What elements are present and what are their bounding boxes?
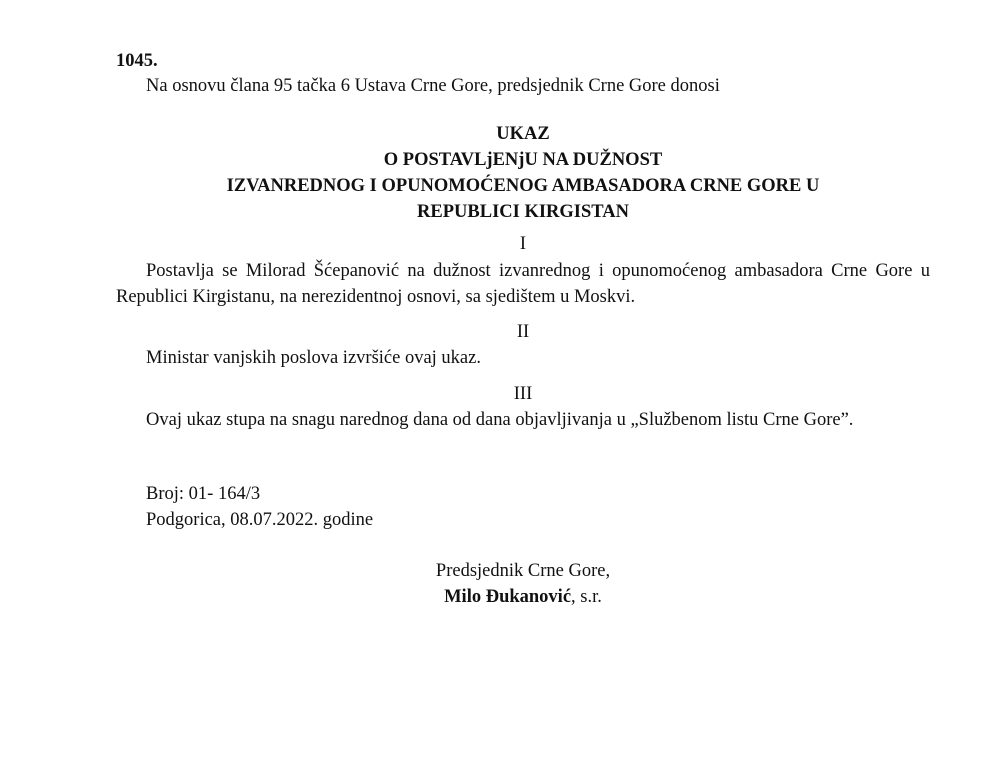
reference-number: Broj: 01- 164/3 [146, 484, 261, 504]
intro-text: Na osnovu člana 95 tačka 6 Ustava Crne Gore, predsjednik Crne Gore donosi [146, 76, 720, 96]
signatory-name: Milo Đukanović [444, 587, 572, 607]
article-text-3: Ovaj ukaz stupa na snagu narednog dana od dana objavljivanja u „Službenom listu Crne Gore”. [146, 410, 854, 430]
article-numeral-1: I [519, 234, 527, 254]
signatory-suffix: , s.r. [571, 587, 602, 607]
article-text-1: Postavlja se Milorad Šćepanović na dužnost izvanrednog i opunomoćenog ambasadora Crne Gore u Republici Kirgistanu, na nerezidentnoj osnovi, sa sjedištem u Moskvi. [116, 261, 930, 307]
article-text-2: Ministar vanjskih poslova izvršiće ovaj ukaz. [146, 348, 481, 368]
article-numeral-2: II [516, 322, 530, 342]
place-date: Podgorica, 08.07.2022. godine [146, 510, 374, 530]
article-numeral-3: III [513, 384, 533, 404]
decree-title [116, 121, 930, 225]
title-line-4: REPUBLICI KIRGISTAN [417, 202, 629, 222]
title-line-1: UKAZ [496, 124, 550, 144]
signatory-title: Predsjednik Crne Gore, [435, 561, 611, 581]
title-line-2: O POSTAVLjENjU NA DUŽNOST [383, 150, 663, 170]
title-line-3: IZVANREDNOG I OPUNOMOĆENOG AMBASADORA CRNE GORE U [226, 176, 820, 196]
decree-number: 1045. [116, 51, 158, 71]
signatory-line [116, 584, 930, 610]
signature-block [116, 558, 930, 610]
